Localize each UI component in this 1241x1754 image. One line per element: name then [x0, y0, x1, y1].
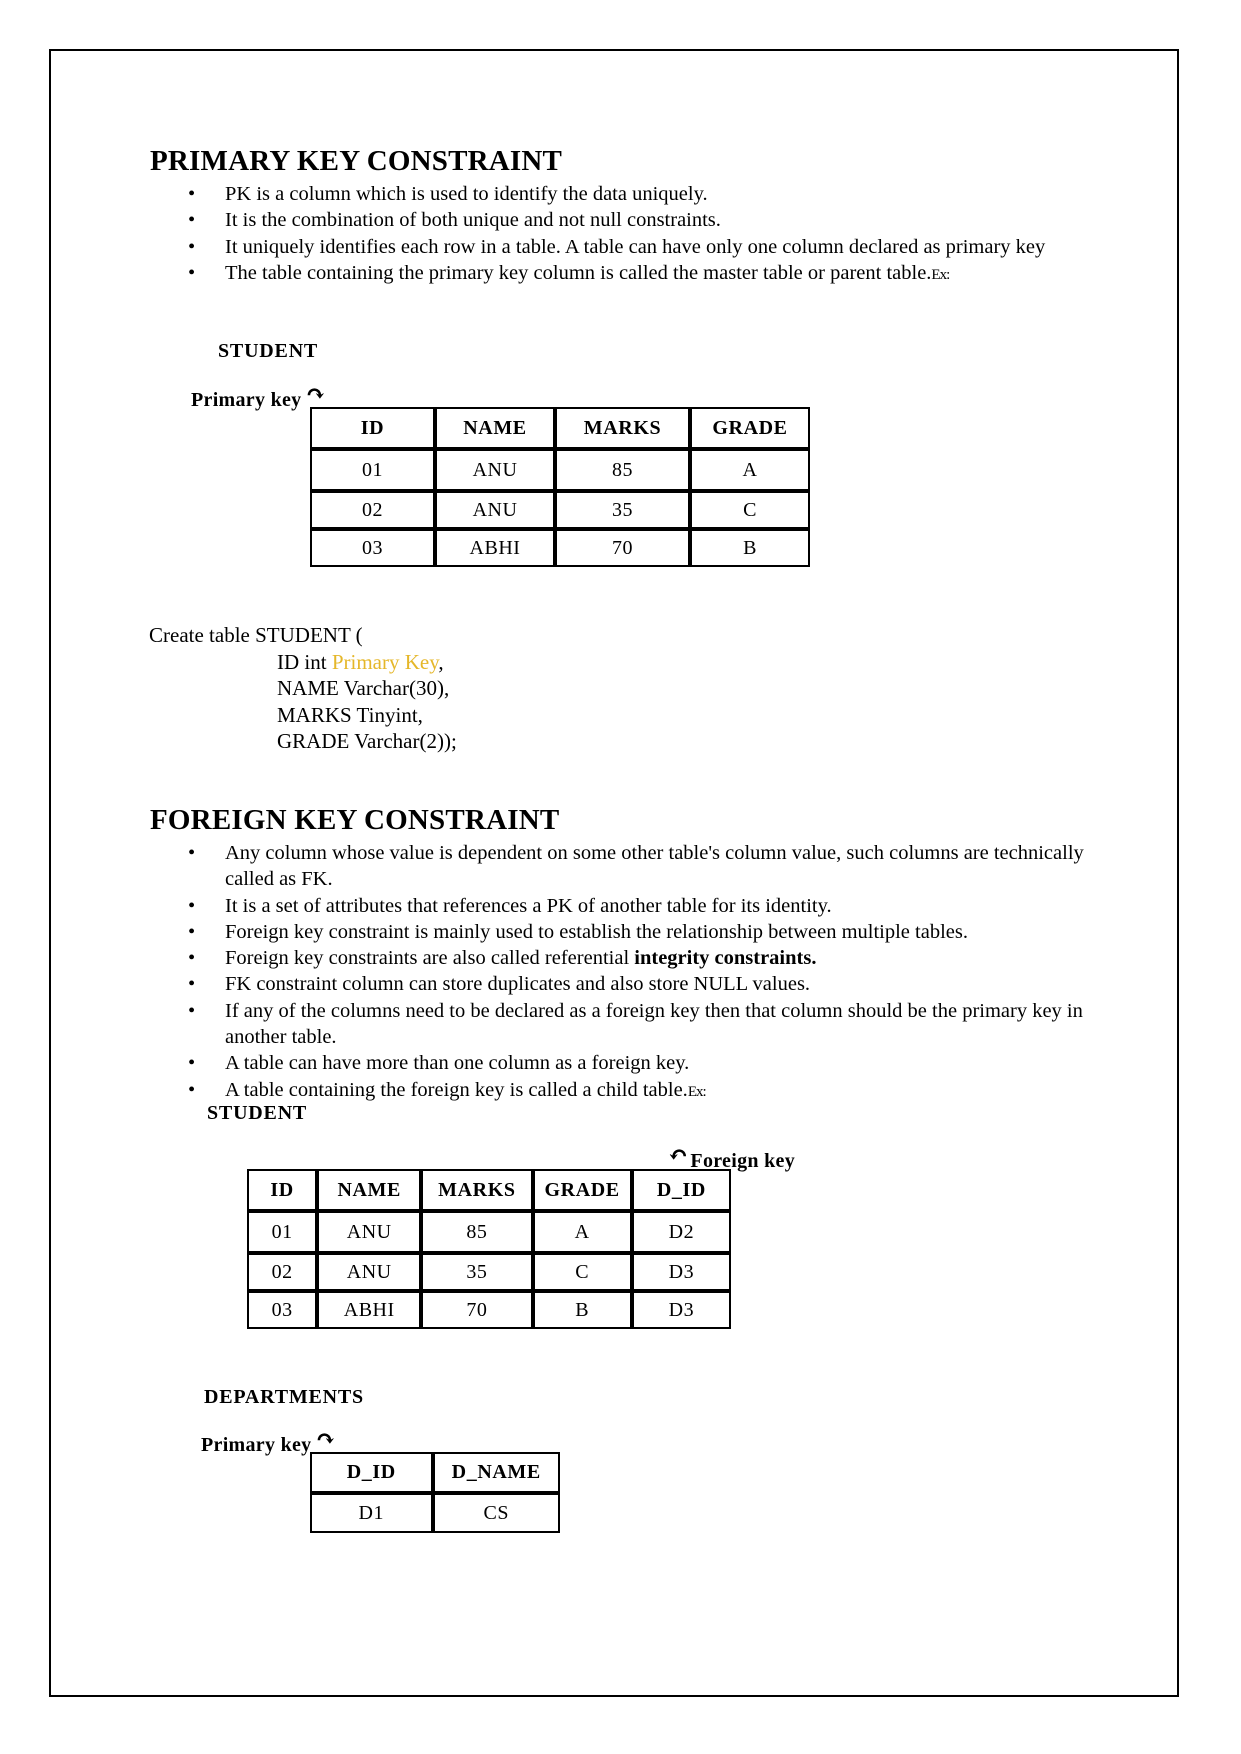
pk-bullet-4-suffix: Ex: — [931, 266, 950, 283]
fk-bullet-5: • FK constraint column can store duplicates and also store NULL values. — [150, 971, 1090, 997]
table-cell: D3 — [632, 1253, 731, 1291]
fk-bullet-1: • Any column whose value is dependent on some other table's column value, such columns are technically called as FK. — [150, 840, 1090, 893]
dept-key-label: Primary key — [201, 1434, 312, 1456]
table-header-cell: D_ID — [310, 1452, 433, 1493]
fk-bullet-4-normal: Foreign key constraints are also called referential — [225, 947, 635, 970]
table-cell: ANU — [317, 1211, 421, 1253]
table-cell: D3 — [632, 1291, 731, 1329]
departments-table-name: DEPARTMENTS — [204, 1386, 364, 1408]
table-cell: C — [690, 491, 810, 529]
table-cell: ABHI — [435, 529, 555, 567]
code-line-2-a: ID int — [277, 649, 332, 674]
table-row — [310, 529, 810, 567]
table-header-row — [247, 1169, 731, 1211]
table-header-row — [310, 407, 810, 449]
table-row — [310, 491, 810, 529]
table-cell: C — [533, 1253, 632, 1291]
table-cell: B — [690, 529, 810, 567]
table-header-cell: GRADE — [690, 407, 810, 449]
fk-bullet-8-suffix: Ex: — [687, 1083, 706, 1100]
pk-key-label: Primary key — [191, 389, 302, 411]
table-cell: 70 — [555, 529, 690, 567]
code-line-4: MARKS Tinyint, — [277, 702, 423, 727]
curved-arrow-right-icon: ↷ — [315, 1427, 336, 1453]
fk-bullet-list — [150, 840, 1090, 1105]
fk-section-title: FOREIGN KEY CONSTRAINT — [150, 804, 560, 836]
table-header-cell: MARKS — [421, 1169, 532, 1211]
table-cell: 03 — [247, 1291, 317, 1329]
table-row — [310, 1493, 560, 1533]
table-cell: ANU — [435, 449, 555, 491]
fk-bullet-3: • Foreign key constraint is mainly used to establish the relationship between multiple tables. — [150, 919, 1090, 945]
table-header-cell: ID — [310, 407, 435, 449]
table-row — [247, 1253, 731, 1291]
fk-bullet-4-bold: integrity constraints. — [634, 947, 817, 970]
table-header-cell: NAME — [317, 1169, 421, 1211]
student-pk-table — [310, 407, 810, 567]
table-cell: ANU — [435, 491, 555, 529]
fk-bullet-7: • A table can have more than one column as a foreign key. — [150, 1050, 1090, 1076]
table-cell: A — [533, 1211, 632, 1253]
pk-bullet-4-text: The table containing the primary key column is called the master table or parent table. — [225, 261, 932, 284]
pk-key-label-wrap — [191, 379, 326, 412]
table-header-cell: D_ID — [632, 1169, 731, 1211]
table-cell: 03 — [310, 529, 435, 567]
table-cell: ANU — [317, 1253, 421, 1291]
table-cell: 02 — [247, 1253, 317, 1291]
table-cell: 70 — [421, 1291, 532, 1329]
table-cell: D2 — [632, 1211, 731, 1253]
code-primary-key-highlight: Primary Key — [331, 649, 439, 674]
table-header-row — [310, 1452, 560, 1493]
table-cell: 35 — [555, 491, 690, 529]
departments-table — [310, 1452, 560, 1533]
pk-table-name: STUDENT — [218, 340, 319, 362]
code-line-2 — [149, 649, 457, 676]
table-row — [310, 449, 810, 491]
create-table-code — [149, 622, 457, 755]
table-row — [247, 1211, 731, 1253]
table-cell: 01 — [247, 1211, 317, 1253]
fk-bullet-4 — [150, 945, 1090, 971]
table-cell: 01 — [310, 449, 435, 491]
curved-arrow-right-icon: ↷ — [305, 382, 326, 408]
code-line-5: GRADE Varchar(2)); — [277, 729, 457, 753]
pk-bullet-4 — [150, 260, 1090, 288]
fk-bullet-8-text: A table containing the foreign key is called a child table. — [225, 1078, 688, 1101]
fk-bullet-6: • If any of the columns need to be declared as a foreign key then that column should be the primary key in another table. — [150, 998, 1090, 1051]
table-cell: 35 — [421, 1253, 532, 1291]
table-header-cell: ID — [247, 1169, 317, 1211]
code-line-1: Create table STUDENT ( — [149, 623, 363, 647]
fk-bullet-8 — [150, 1077, 1090, 1105]
table-cell: 85 — [421, 1211, 532, 1253]
pk-bullet-1: • PK is a column which is used to identify the data uniquely. — [150, 181, 1090, 207]
pk-section-title: PRIMARY KEY CONSTRAINT — [150, 145, 563, 177]
code-line-2-b: , — [438, 649, 444, 674]
table-header-cell: NAME — [435, 407, 555, 449]
fk-key-label: Foreign key — [690, 1150, 796, 1172]
curved-arrow-left-icon: ↶ — [668, 1143, 689, 1169]
table-cell: ABHI — [317, 1291, 421, 1329]
table-header-cell: GRADE — [533, 1169, 632, 1211]
table-cell: 85 — [555, 449, 690, 491]
table-header-cell: MARKS — [555, 407, 690, 449]
table-cell: B — [533, 1291, 632, 1329]
fk-student-table-name: STUDENT — [207, 1102, 308, 1124]
table-cell: 02 — [310, 491, 435, 529]
table-header-cell: D_NAME — [433, 1452, 561, 1493]
table-cell: D1 — [310, 1493, 433, 1533]
table-cell: A — [690, 449, 810, 491]
pk-bullet-list — [150, 181, 1090, 288]
table-cell: CS — [433, 1493, 561, 1533]
fk-bullet-2: • It is a set of attributes that references a PK of another table for its identity. — [150, 893, 1090, 919]
code-line-3: NAME Varchar(30), — [277, 676, 450, 700]
pk-bullet-3: • It uniquely identifies each row in a table. A table can have only one column declared as primary key — [150, 234, 1090, 260]
student-fk-table — [247, 1169, 731, 1329]
pk-bullet-2: • It is the combination of both unique and not null constraints. — [150, 207, 1090, 233]
table-row — [247, 1291, 731, 1329]
